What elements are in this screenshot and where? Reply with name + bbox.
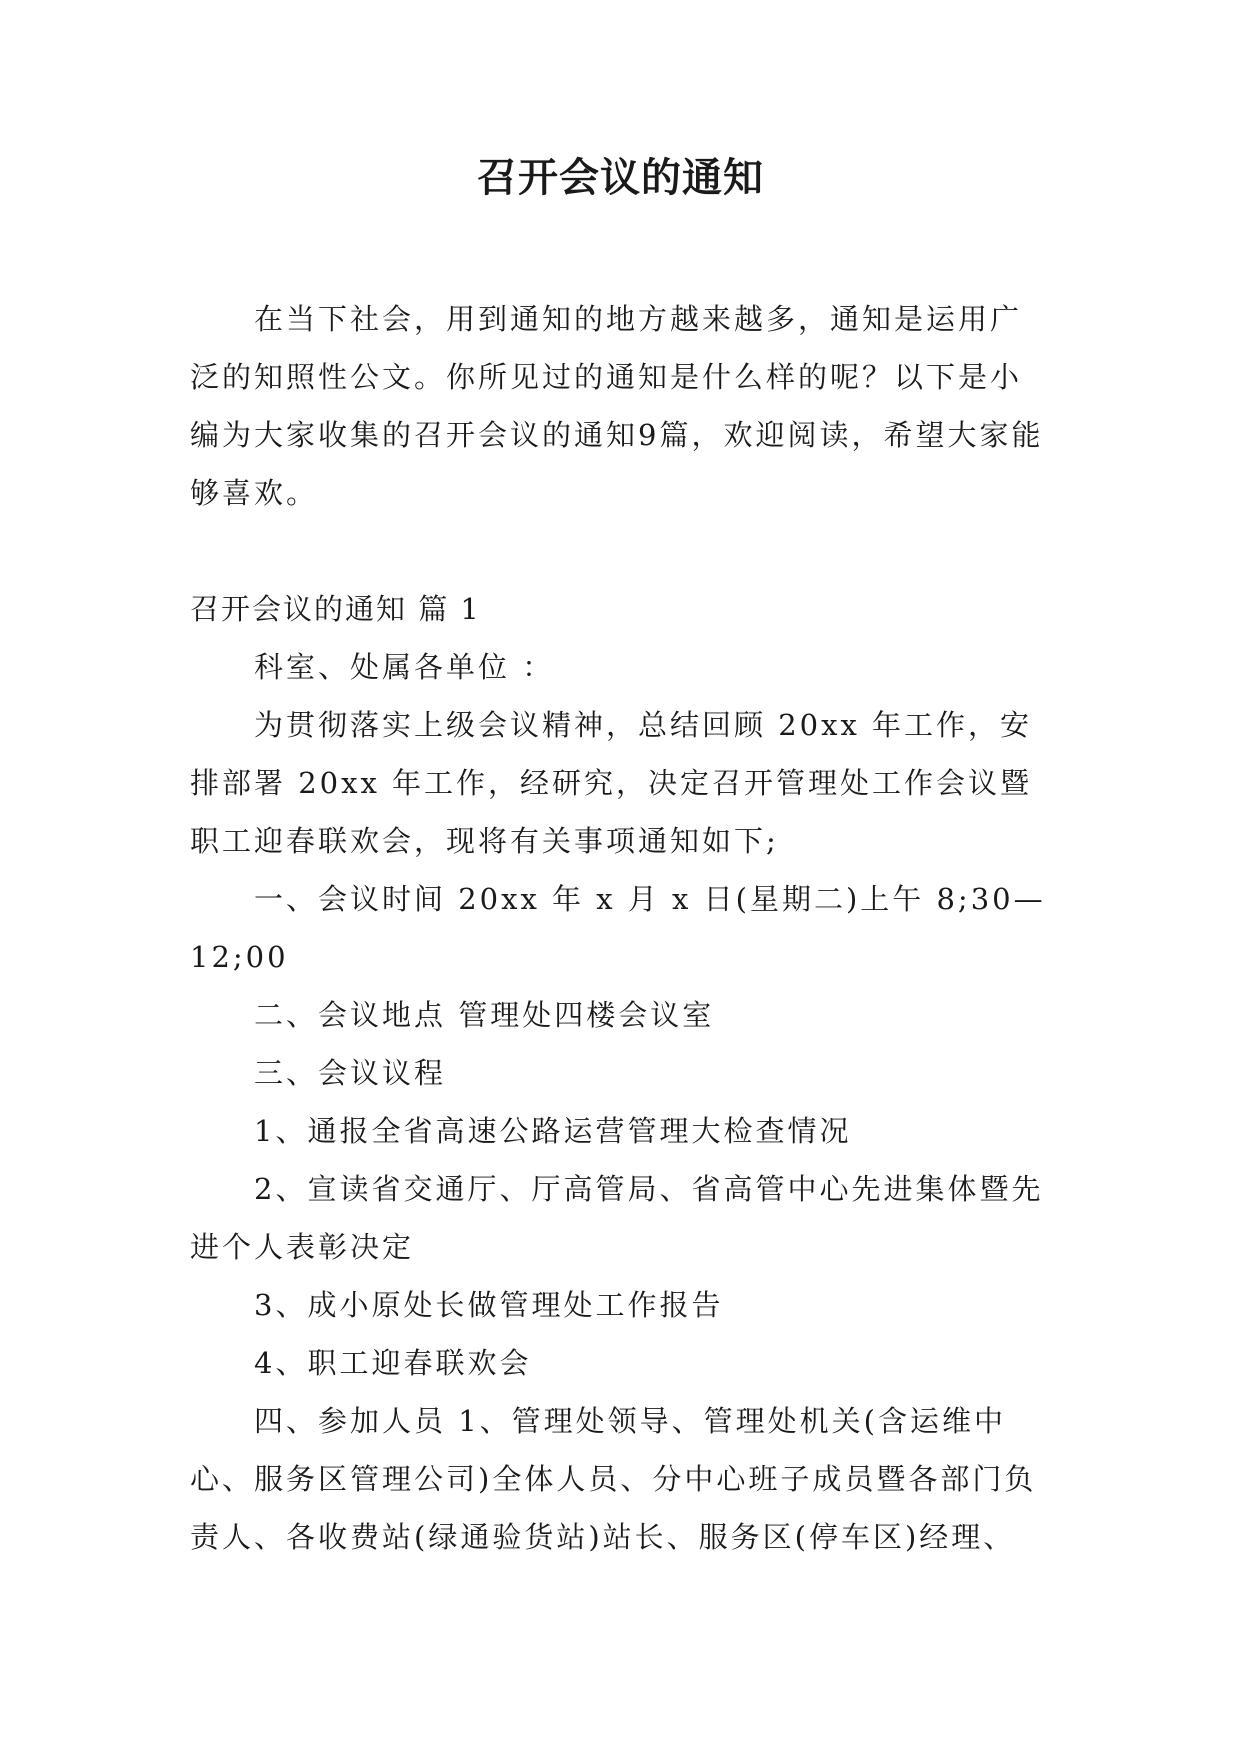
intro-block — [190, 290, 1050, 522]
paragraph-purpose: 为贯彻落实上级会议精神，总结回顾 20xx 年工作，安排部署 20xx 年工作，经研究，决定召开管理处工作会议暨职工迎春联欢会，现将有关事项通知如下; — [190, 708, 1033, 858]
paragraph-attendees: 四、参加人员 1、管理处领导、管理处机关(含运维中心、服务区管理公司)全体人员、分中心班子成员暨各部门负责人、各收费站(绿通验货站)站长、服务区(停车区)经理、 — [190, 1404, 1037, 1554]
salutation: 科室、处属各单位 ： — [254, 650, 555, 684]
document-title: 召开会议的通知 — [477, 155, 764, 201]
paragraph-meeting-place: 二、会议地点 管理处四楼会议室 — [254, 998, 715, 1032]
agenda-item-1: 1、通报全省高速公路运营管理大检查情况 — [254, 1114, 852, 1148]
agenda-item-2: 2、宣读省交通厅、厅高管局、省高管中心先进集体暨先进个人表彰决定 — [190, 1172, 1044, 1264]
paragraph-agenda-heading: 三、会议议程 — [254, 1056, 447, 1090]
section-heading: 召开会议的通知 篇 1 — [190, 592, 481, 626]
content-block — [190, 580, 1050, 1566]
paragraph-meeting-time: 一、会议时间 20xx 年 x 月 x 日(星期二)上午 8;30—12;00 — [190, 882, 1046, 974]
agenda-item-3: 3、成小原处长做管理处工作报告 — [254, 1288, 724, 1322]
agenda-item-4: 4、职工迎春联欢会 — [254, 1346, 532, 1380]
intro-paragraph: 在当下社会，用到通知的地方越来越多，通知是运用广泛的知照性公文。你所见过的通知是什么样的呢？以下是小编为大家收集的召开会议的通知9篇，欢迎阅读，希望大家能够喜欢。 — [190, 302, 1044, 510]
